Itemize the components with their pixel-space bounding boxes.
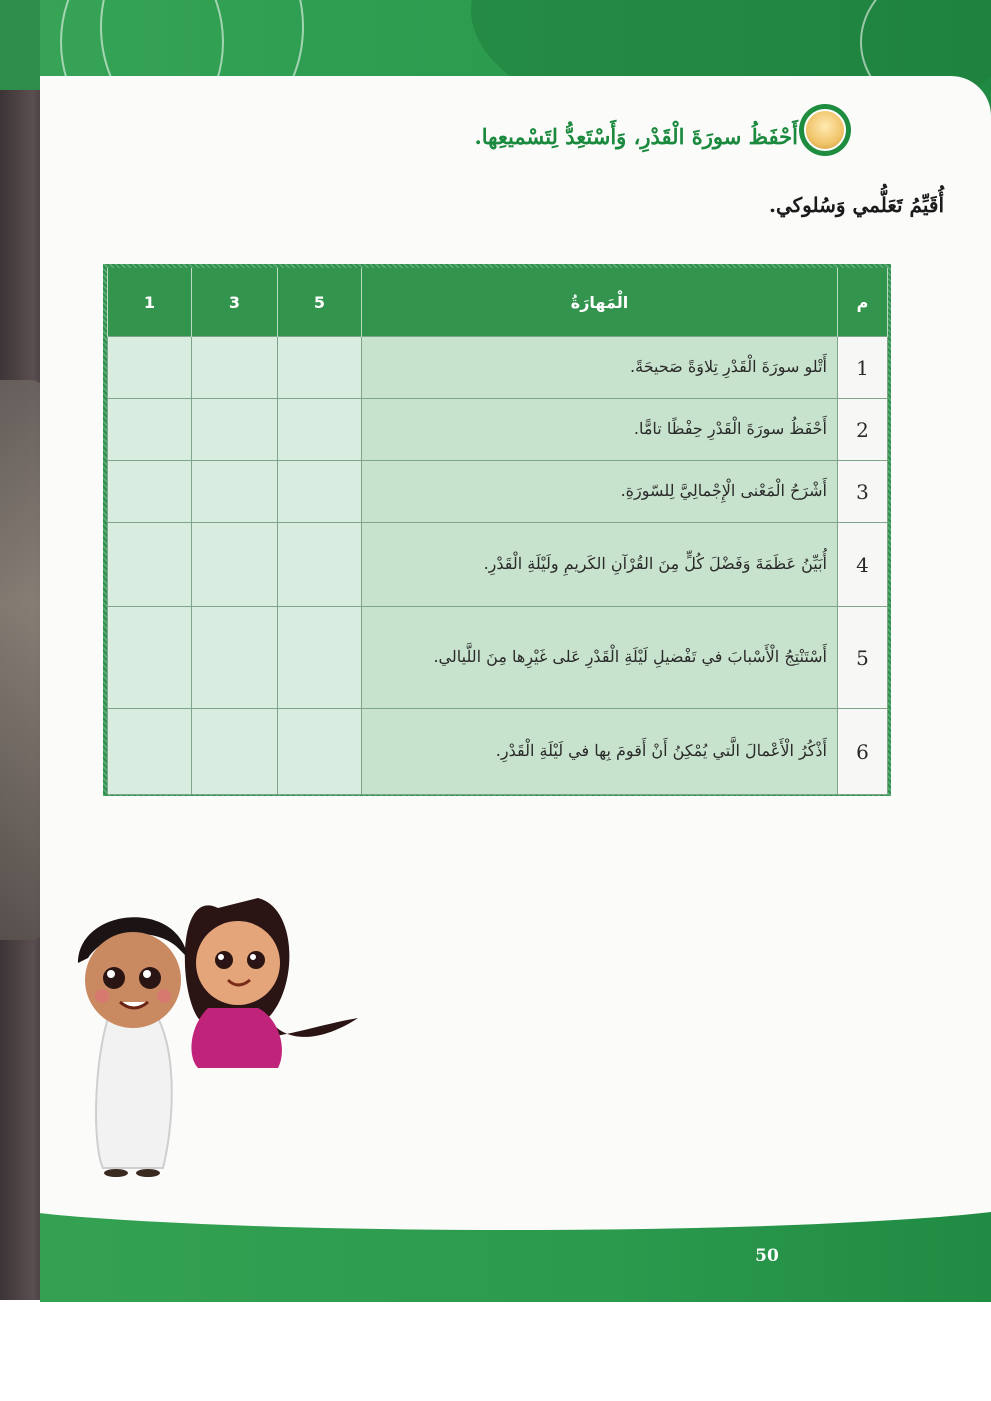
- boy-dishdasha: [96, 1018, 172, 1168]
- boy-face: [85, 932, 181, 1028]
- rating-cell-5[interactable]: [278, 399, 362, 461]
- rating-cell-3[interactable]: [192, 523, 278, 607]
- rating-cell-3[interactable]: [192, 337, 278, 399]
- page-number: 50: [755, 1246, 779, 1266]
- row-number: 3: [838, 461, 888, 523]
- table-row: [108, 523, 888, 607]
- rating-cell-1[interactable]: [108, 399, 192, 461]
- row-number: 5: [838, 607, 888, 709]
- children-illustration: [68, 868, 368, 1198]
- rating-cell-5[interactable]: [278, 337, 362, 399]
- table-row: [108, 399, 888, 461]
- rating-cell-5[interactable]: [278, 607, 362, 709]
- row-number: 2: [838, 399, 888, 461]
- rating-cell-1[interactable]: [108, 607, 192, 709]
- table-row: [108, 607, 888, 709]
- table-row: [108, 337, 888, 399]
- girl-face: [196, 921, 280, 1005]
- rating-cell-1[interactable]: [108, 337, 192, 399]
- header-index: م: [838, 268, 888, 337]
- table-row: [108, 709, 888, 795]
- girl-dress: [191, 1008, 281, 1068]
- header-score-3: 3: [192, 268, 278, 337]
- rating-cell-1[interactable]: [108, 461, 192, 523]
- skill-text: أَشْرَحُ الْمَعْنى الْإِجْمالِيَّ لِلسّورَةِ.: [362, 461, 838, 523]
- rating-cell-3[interactable]: [192, 399, 278, 461]
- row-number: 1: [838, 337, 888, 399]
- table-header-row: [108, 268, 888, 337]
- rating-cell-1[interactable]: [108, 709, 192, 795]
- table-row: [108, 461, 888, 523]
- header-score-5: 5: [278, 268, 362, 337]
- skill-text: أَتْلو سورَةَ الْقَدْرِ تِلاوَةً صَحيحَةً.: [362, 337, 838, 399]
- skill-text: أُبَيِّنُ عَظَمَةَ وَفَضْلَ كُلٍّ مِنَ القُرْآنِ الكَريمِ ولَيْلَةِ الْقَدْرِ.: [362, 523, 838, 607]
- rating-cell-1[interactable]: [108, 523, 192, 607]
- memorize-heading: أَحْفَظُ سورَةَ الْقَدْرِ، وَأَسْتَعِدُّ لِتَسْميعِها.: [474, 124, 798, 149]
- skill-text: أَسْتَنْتِجُ الْأَسْبابَ في تَفْضيلِ لَيْلَةِ الْقَدْرِ عَلى غَيْرِها مِنَ اللَّيالي.: [362, 607, 838, 709]
- rating-cell-5[interactable]: [278, 523, 362, 607]
- rating-cell-3[interactable]: [192, 709, 278, 795]
- rating-cell-5[interactable]: [278, 461, 362, 523]
- skill-text: أَذْكُرُ الْأَعْمالَ الَّتي يُمْكِنُ أَنْ أَقومَ بِها في لَيْلَةِ الْقَدْرِ.: [362, 709, 838, 795]
- row-number: 4: [838, 523, 888, 607]
- rating-cell-3[interactable]: [192, 461, 278, 523]
- bottom-decor-band: [40, 1196, 991, 1302]
- self-evaluation-heading: أُقَيِّمُ تَعَلُّمي وَسُلوكي.: [769, 193, 944, 217]
- header-score-1: 1: [108, 268, 192, 337]
- row-number: 6: [838, 709, 888, 795]
- header-skill: الْمَهارَةُ: [362, 268, 838, 337]
- skills-table-frame: [103, 264, 891, 796]
- rating-cell-3[interactable]: [192, 607, 278, 709]
- memorize-badge-icon: [799, 104, 851, 156]
- rating-cell-5[interactable]: [278, 709, 362, 795]
- skills-table: [107, 268, 888, 795]
- skill-text: أَحْفَظُ سورَةَ الْقَدْرِ حِفْظًا تامًّا.: [362, 399, 838, 461]
